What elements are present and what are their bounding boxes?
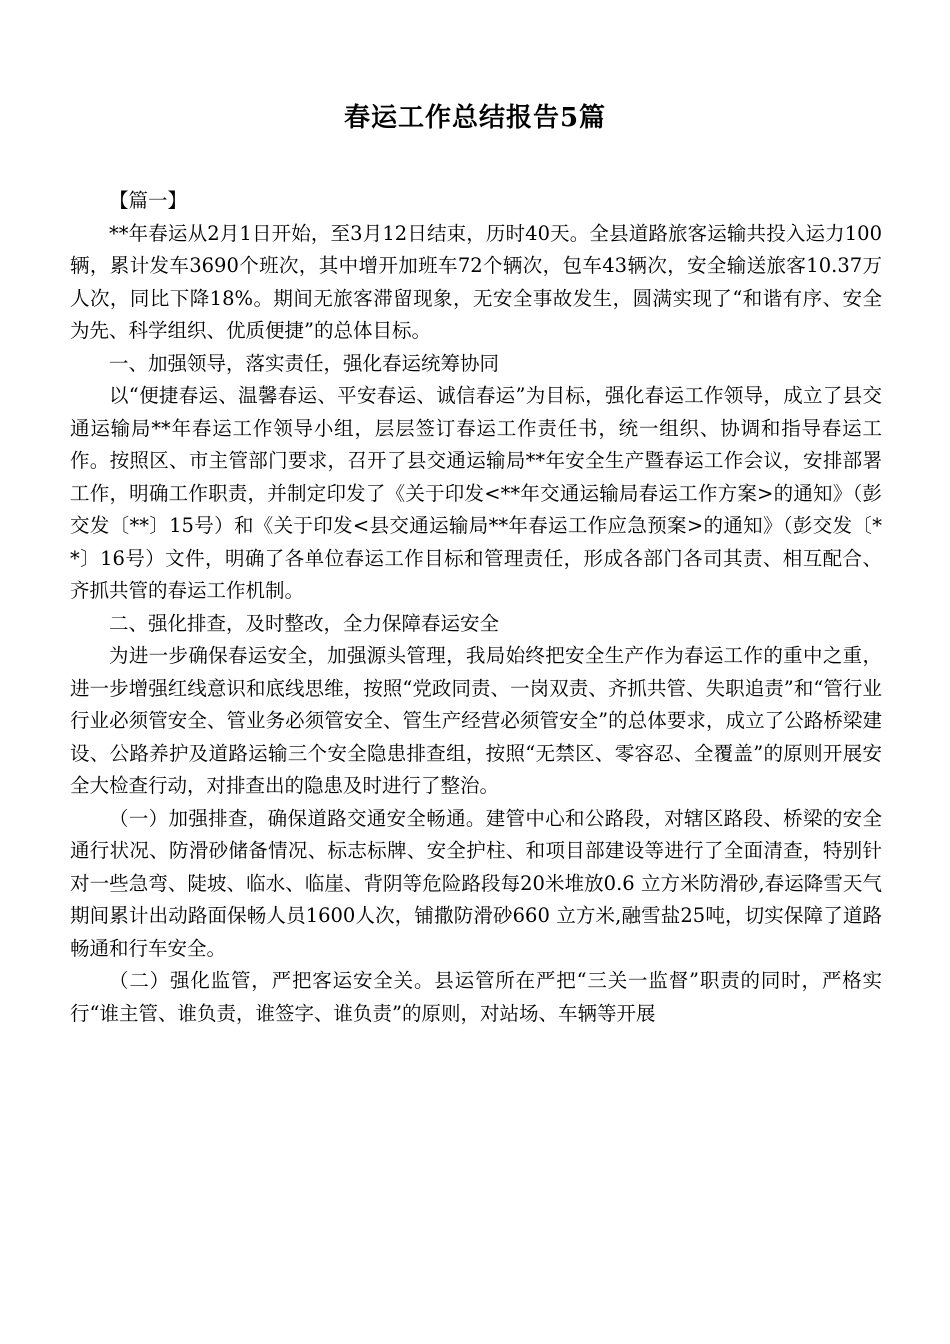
body-paragraph: 为进一步确保春运安全，加强源头管理，我局始终把安全生产作为春运工作的重中之重，进一步增强红线意识和底线思维，按照“党政同责、一岗双责、齐抓共管、失职追责”和“管行业行业必须管安全、管业务必须管安全、管生产经营必须管安全”的总体要求，成立了公路桥梁建设、公路养护及道路运输三个安全隐患排查组，按照“无禁区、零容忍、全覆盖”的原则开展安全大检查行动，对排查出的隐患及时进行了整治。 <box>70 644 882 797</box>
section-heading: 二、强化排查，及时整改，全力保障春运安全 <box>109 611 500 635</box>
document-body <box>70 185 882 1030</box>
section-label: 【篇一】 <box>109 189 188 212</box>
document-title: 春运工作总结报告5篇 <box>343 103 607 133</box>
body-paragraph: 以“便捷春运、温馨春运、平安春运、诚信春运”为目标，强化春运工作领导，成立了县交通运输局**年春运工作领导小组，层层签订春运工作责任书，统一组织、协调和指导春运工作。按照区、市主管部门要求，召开了县交通运输局**年安全生产暨春运工作会议，安排部署工作，明确工作职责，并制定印发了《关于印发<**年交通运输局春运工作方案>的通知》（彭交发〔**〕15号）和《关于印发<县交通运输局**年春运工作应急预案>的通知》（彭交发〔**〕16号）文件，明确了各单位春运工作目标和管理责任，形成各部门各司其责、相互配合、齐抓共管的春运工作机制。 <box>70 384 882 602</box>
section-heading: 一、加强领导，落实责任，强化春运统筹协同 <box>109 351 500 375</box>
body-paragraph: （二）强化监管，严把客运安全关。县运管所在严把“三关一监督”职责的同时，严格实行“谁主管、谁负责，谁签字、谁负责”的原则，对站场、车辆等开展 <box>70 969 882 1025</box>
body-paragraph: **年春运从2月1日开始，至3月12日结束，历时40天。全县道路旅客运输共投入运力100辆，累计发车3690个班次，其中增开加班车72个辆次，包车43辆次，安全输送旅客10.37万人次，同比下降18%。期间无旅客滞留现象，无安全事故发生，圆满实现了“和谐有序、安全为先、科学组织、优质便捷”的总体目标。 <box>70 221 882 342</box>
body-paragraph: （一）加强排查，确保道路交通安全畅通。建管中心和公路段，对辖区路段、桥梁的安全通行状况、防滑砂储备情况、标志标牌、安全护柱、和项目部建设等进行了全面清查，特别针对一些急弯、陡坡、临水、临崖、背阴等危险路段每20米堆放0.6 立方米防滑砂,春运降雪天气期间累计出动路面保畅人员1600人次，铺撒防滑砂660 立方米,融雪盐25吨，切实保障了道路畅通和行车安全。 <box>70 806 882 960</box>
